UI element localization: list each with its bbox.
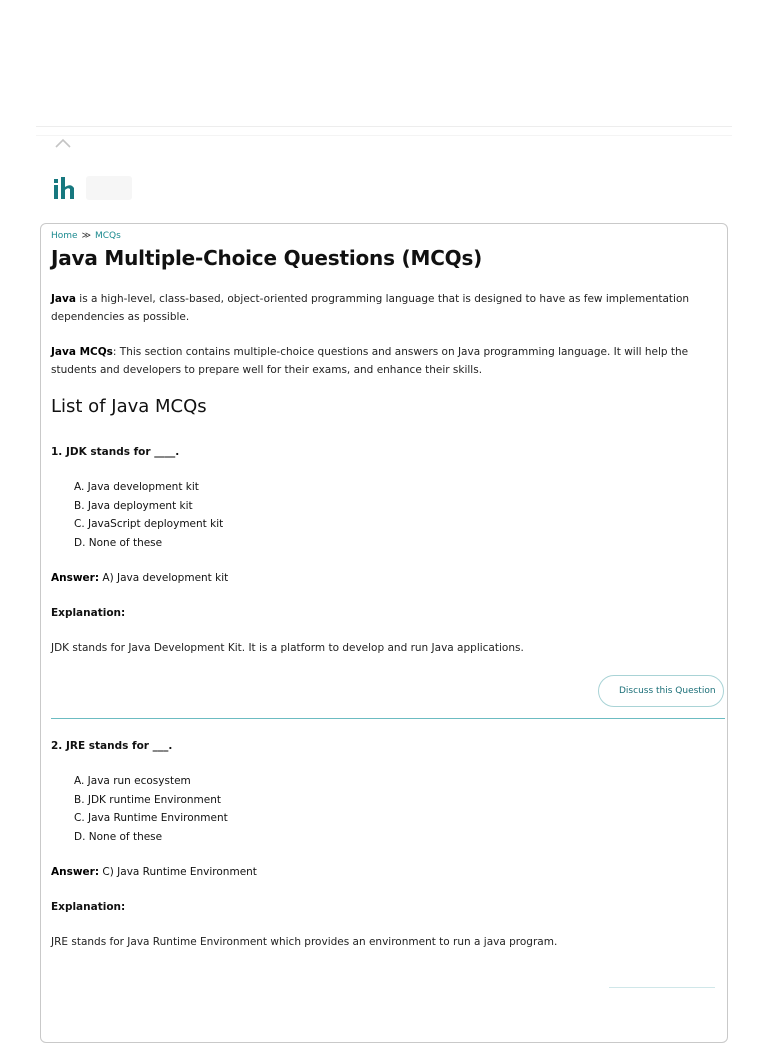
mcq-text: : This section contains multiple-choice questions and answers on Java programming language. It will help the students and developers to prepare well for their exams, and enhance their skills. bbox=[51, 346, 689, 376]
explanation-text: JRE stands for Java Runtime Environment which provides an environment to run a java program. bbox=[51, 936, 558, 948]
question-text: 2. JRE stands for ___. bbox=[51, 740, 173, 752]
mcq-paragraph bbox=[51, 343, 721, 379]
answer-label: Answer: bbox=[51, 866, 100, 878]
question-2 bbox=[51, 740, 721, 948]
explanation-text: JDK stands for Java Development Kit. It is a platform to develop and run Java applications. bbox=[51, 642, 524, 654]
breadcrumb-current[interactable]: MCQs bbox=[95, 231, 121, 241]
option-d: D. None of these bbox=[74, 536, 163, 549]
logo-wordmark bbox=[86, 176, 132, 200]
answer-label: Answer: bbox=[51, 572, 100, 584]
intro-paragraph bbox=[51, 290, 721, 326]
breadcrumb-separator: ≫ bbox=[81, 231, 91, 241]
mcq-term: Java MCQs bbox=[51, 346, 113, 358]
content-card bbox=[40, 223, 728, 1043]
options-list bbox=[74, 772, 228, 846]
discuss-question-button-partial[interactable] bbox=[609, 987, 715, 996]
page-title: Java Multiple-Choice Questions (MCQs) bbox=[51, 246, 483, 270]
chevron-up-icon[interactable] bbox=[54, 136, 72, 150]
option-b: B. JDK runtime Environment bbox=[74, 793, 222, 806]
answer-value: C) Java Runtime Environment bbox=[99, 866, 257, 878]
answer-line bbox=[51, 572, 228, 584]
list-title: List of Java MCQs bbox=[51, 396, 207, 417]
site-logo-icon[interactable] bbox=[52, 175, 82, 201]
question-1 bbox=[51, 446, 721, 654]
explanation-label: Explanation: bbox=[51, 607, 126, 619]
option-d: D. None of these bbox=[74, 830, 163, 843]
question-text: 1. JDK stands for ____. bbox=[51, 446, 180, 458]
breadcrumb-home[interactable]: Home bbox=[51, 231, 78, 241]
option-c: C. JavaScript deployment kit bbox=[74, 518, 224, 530]
option-b: B. Java deployment kit bbox=[74, 499, 193, 512]
answer-value: A) Java development kit bbox=[99, 572, 229, 584]
options-list bbox=[74, 478, 223, 552]
answer-line bbox=[51, 866, 257, 878]
question-divider bbox=[51, 718, 725, 719]
explanation-label: Explanation: bbox=[51, 901, 126, 913]
intro-term: Java bbox=[51, 293, 76, 305]
top-band bbox=[36, 126, 732, 136]
option-a: A. Java run ecosystem bbox=[74, 775, 191, 787]
breadcrumb bbox=[51, 231, 125, 241]
discuss-question-button[interactable]: Discuss this Question bbox=[598, 675, 724, 707]
option-a: A. Java development kit bbox=[74, 481, 199, 493]
intro-text: is a high-level, class-based, object-oriented programming language that is designed to have as few implementation dependencies as possible. bbox=[51, 293, 690, 323]
option-c: C. Java Runtime Environment bbox=[74, 812, 228, 824]
